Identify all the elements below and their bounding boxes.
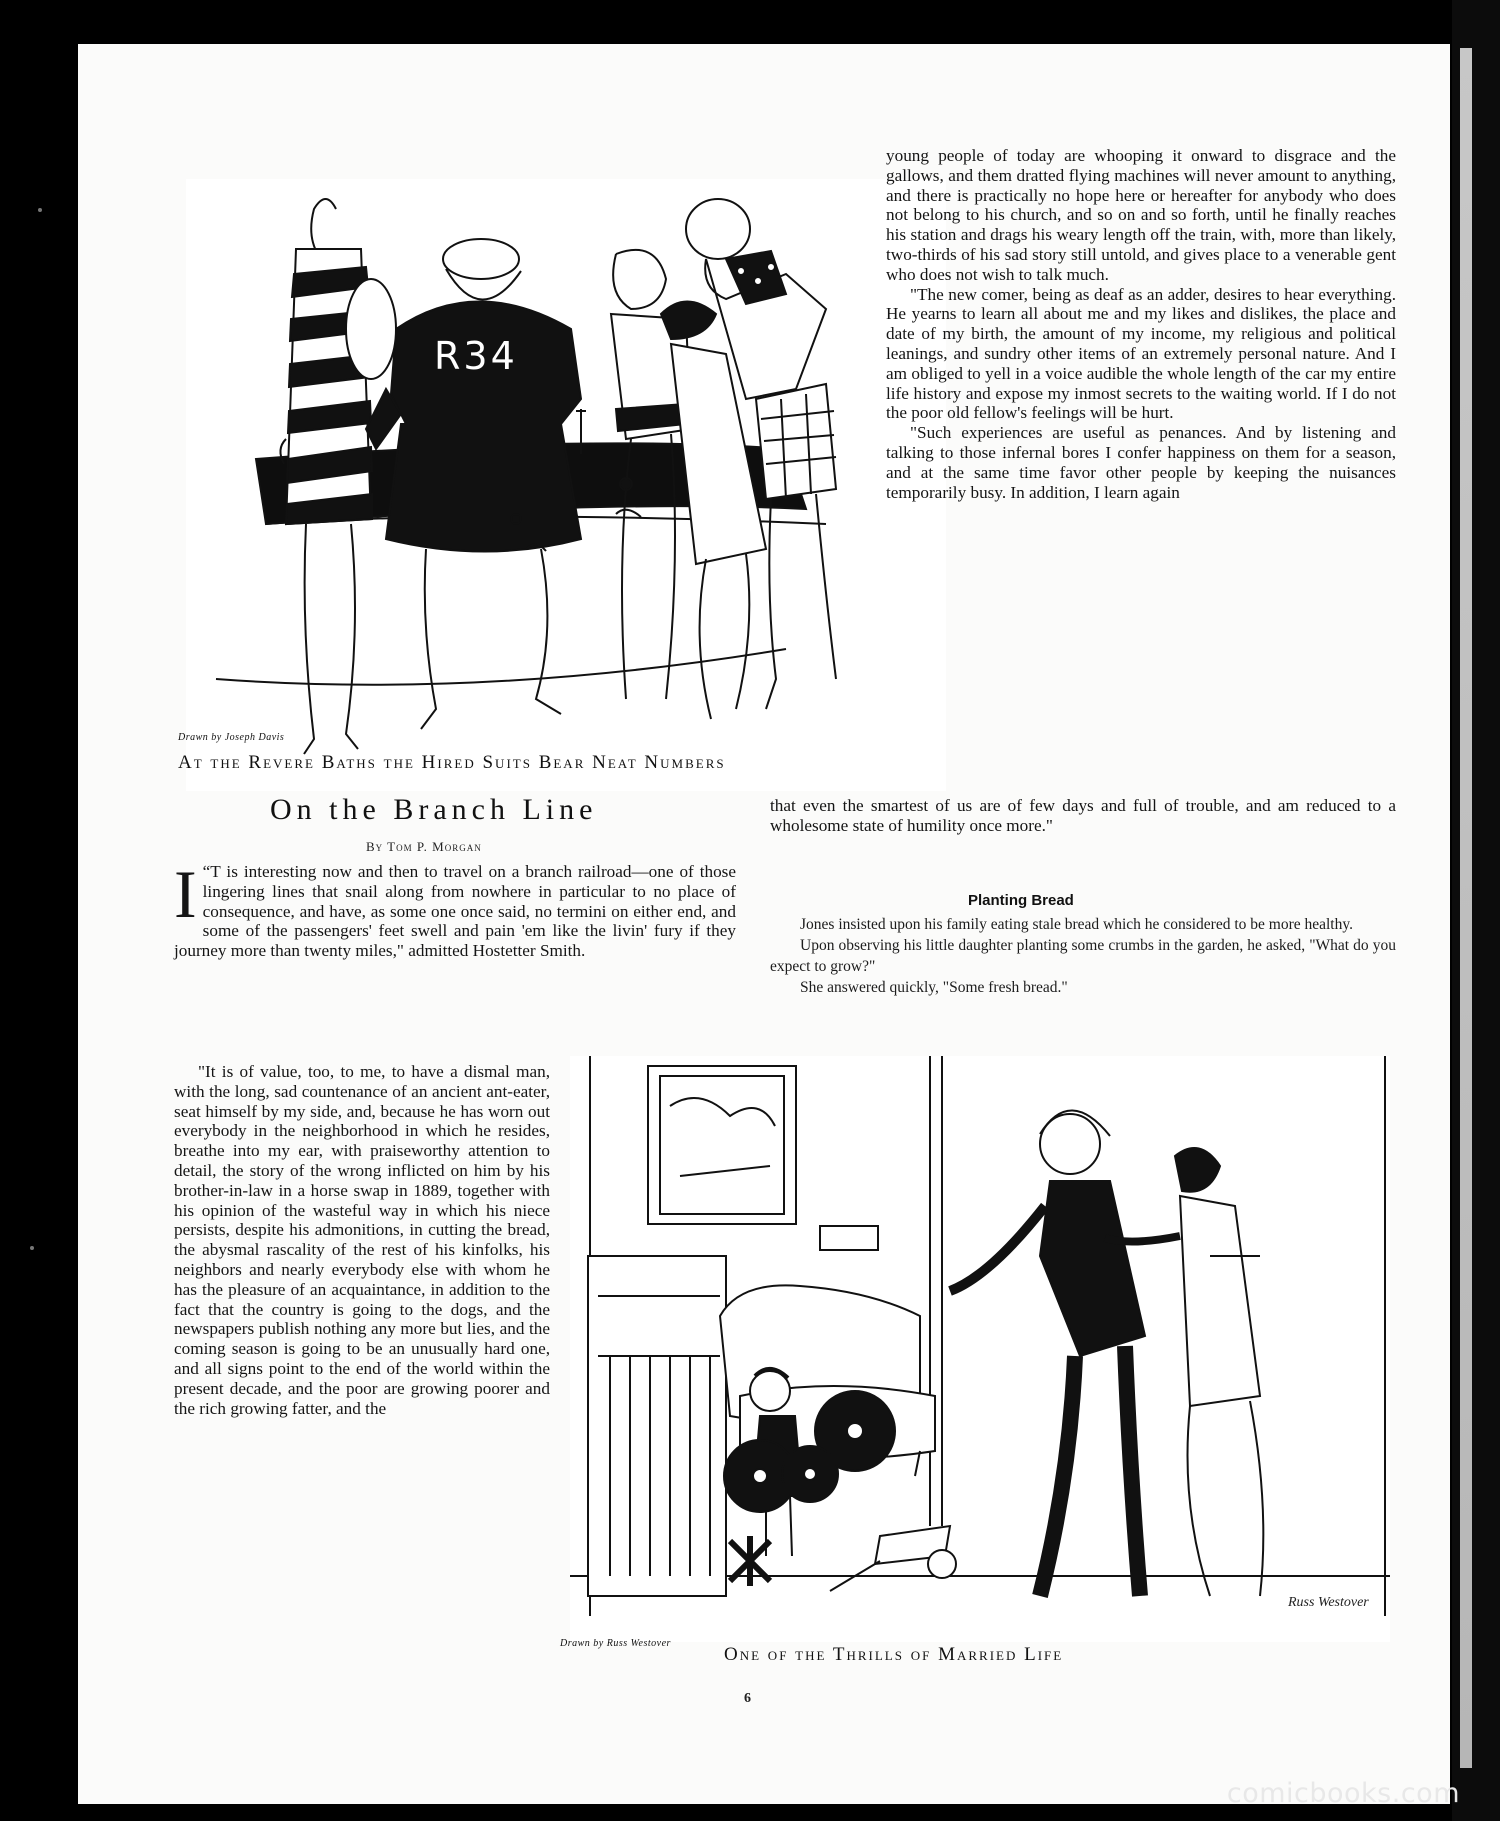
planting-bread-paragraph-1: Jones insisted upon his family eating stale bread which he considered to be more healthy. — [800, 916, 1353, 933]
article-paragraph-2 — [174, 1062, 550, 1418]
bottom-illustration-caption: One of the Thrills of Married Life — [724, 1644, 1064, 1665]
column-2-paragraph-a: young people of today are whooping it onward to disgrace and the gallows, and them dratted flying machines will never amount to anything, and there is practically no hope here or hereafter for anybody who does not belong to his church, and so on and so forth, until he finally reaches his station and drags his weary length off the train, with, more than likely, two-thirds of his sad story still untold, and gives place to a venerable gent who does not wish to talk much. — [886, 146, 1396, 284]
top-illustration-caption: At the Revere Baths the Hired Suits Bear Neat Numbers — [178, 752, 726, 773]
planting-bread-text — [770, 914, 1396, 998]
bottom-illustration — [570, 1056, 1390, 1642]
article-byline: By Tom P. Morgan — [366, 839, 482, 854]
page-number: 6 — [744, 1691, 751, 1706]
paragraph-2-text: "It is of value, too, to me, to have a dismal man, with the long, sad countenance of an ancient ant-eater, seat himself by my side, and, because he has worn out everybody in the neighborhood in which he resides, breathe into my ear, with praiseworthy attention to detail, the story of the wrong inflicted on him by his brother-in-law in a horse swap in 1889, together with his opinion of the wasteful way in which his niece persists, despite his admonitions, in cutting the bread, the abysmal rascality of the rest of his kinfolks, his neighbors and nearly everybody else with whom he has the pleasure of an acquaintance, in addition to the fact that the country is going to the dogs, and the newspapers publish nothing any more but lies, and the coming season is going to be an unusually hard one, and all signs point to the end of the world within the present decade, and the poor are growing poorer and the rich growing fatter, and the — [174, 1062, 550, 1418]
article-closing — [770, 796, 1396, 836]
site-watermark: comicbooks.com — [1226, 1778, 1460, 1809]
article-column-2 — [886, 146, 1396, 502]
planting-bread-paragraph-3: She answered quickly, "Some fresh bread." — [800, 979, 1068, 996]
artist-signature: Russ Westover — [1288, 1595, 1369, 1610]
magazine-page — [78, 44, 1450, 1804]
opening-quote: “ — [202, 862, 211, 881]
scan-speck — [30, 1246, 34, 1250]
planting-bread-title: Planting Bread — [968, 892, 1074, 909]
column-2-paragraph-c: "Such experiences are useful as penances. And by listening and talking to those infernal bores I confer happiness on them for a season, and at the same time favor other people by keeping the nuisances temporarily busy. In addition, I learn again — [886, 423, 1396, 502]
suit-number-label: R34 — [434, 334, 518, 378]
scan-speck — [38, 208, 42, 212]
article-title: On the Branch Line — [270, 793, 598, 826]
book-spine — [1452, 0, 1500, 1821]
planting-bread-paragraph-2: Upon observing his little daughter planting some crumbs in the garden, he asked, "What do you expect to grow?" — [770, 937, 1396, 975]
article-paragraph-1 — [174, 856, 736, 961]
bottom-illustration-credit: Drawn by Russ Westover — [560, 1638, 671, 1649]
dropcap: I — [174, 856, 197, 932]
top-illustration-credit: Drawn by Joseph Davis — [178, 732, 285, 743]
beach-bathers-drawing — [186, 179, 946, 791]
top-illustration — [186, 179, 946, 791]
paragraph-1-text: T is interesting now and then to travel on a branch railroad—one of those lingering lines that snail along from nowhere in particular to no place of consequence, and have, as some one once said, no termini on either end, and some of the passengers' feet swell and pain 'em like the livin' fury if they journey more than twenty miles," admitted Hostetter Smith. — [174, 862, 736, 961]
column-2-paragraph-d: that even the smartest of us are of few days and full of trouble, and am reduced to a wholesome state of humility once more." — [770, 796, 1396, 835]
married-life-drawing — [570, 1056, 1390, 1642]
column-2-paragraph-b: "The new comer, being as deaf as an adder, desires to hear everything. He yearns to learn all about me and my likes and dislikes, the place and date of my birth, the amount of my income, my religious and political leanings, and sundry other items of an extremely personal nature. And I am obliged to yell in a voice audible the whole length of the car my entire life history and expose my inmost secrets to the waiting world. If I do not the poor old fellow's feelings will be hurt. — [886, 284, 1396, 423]
